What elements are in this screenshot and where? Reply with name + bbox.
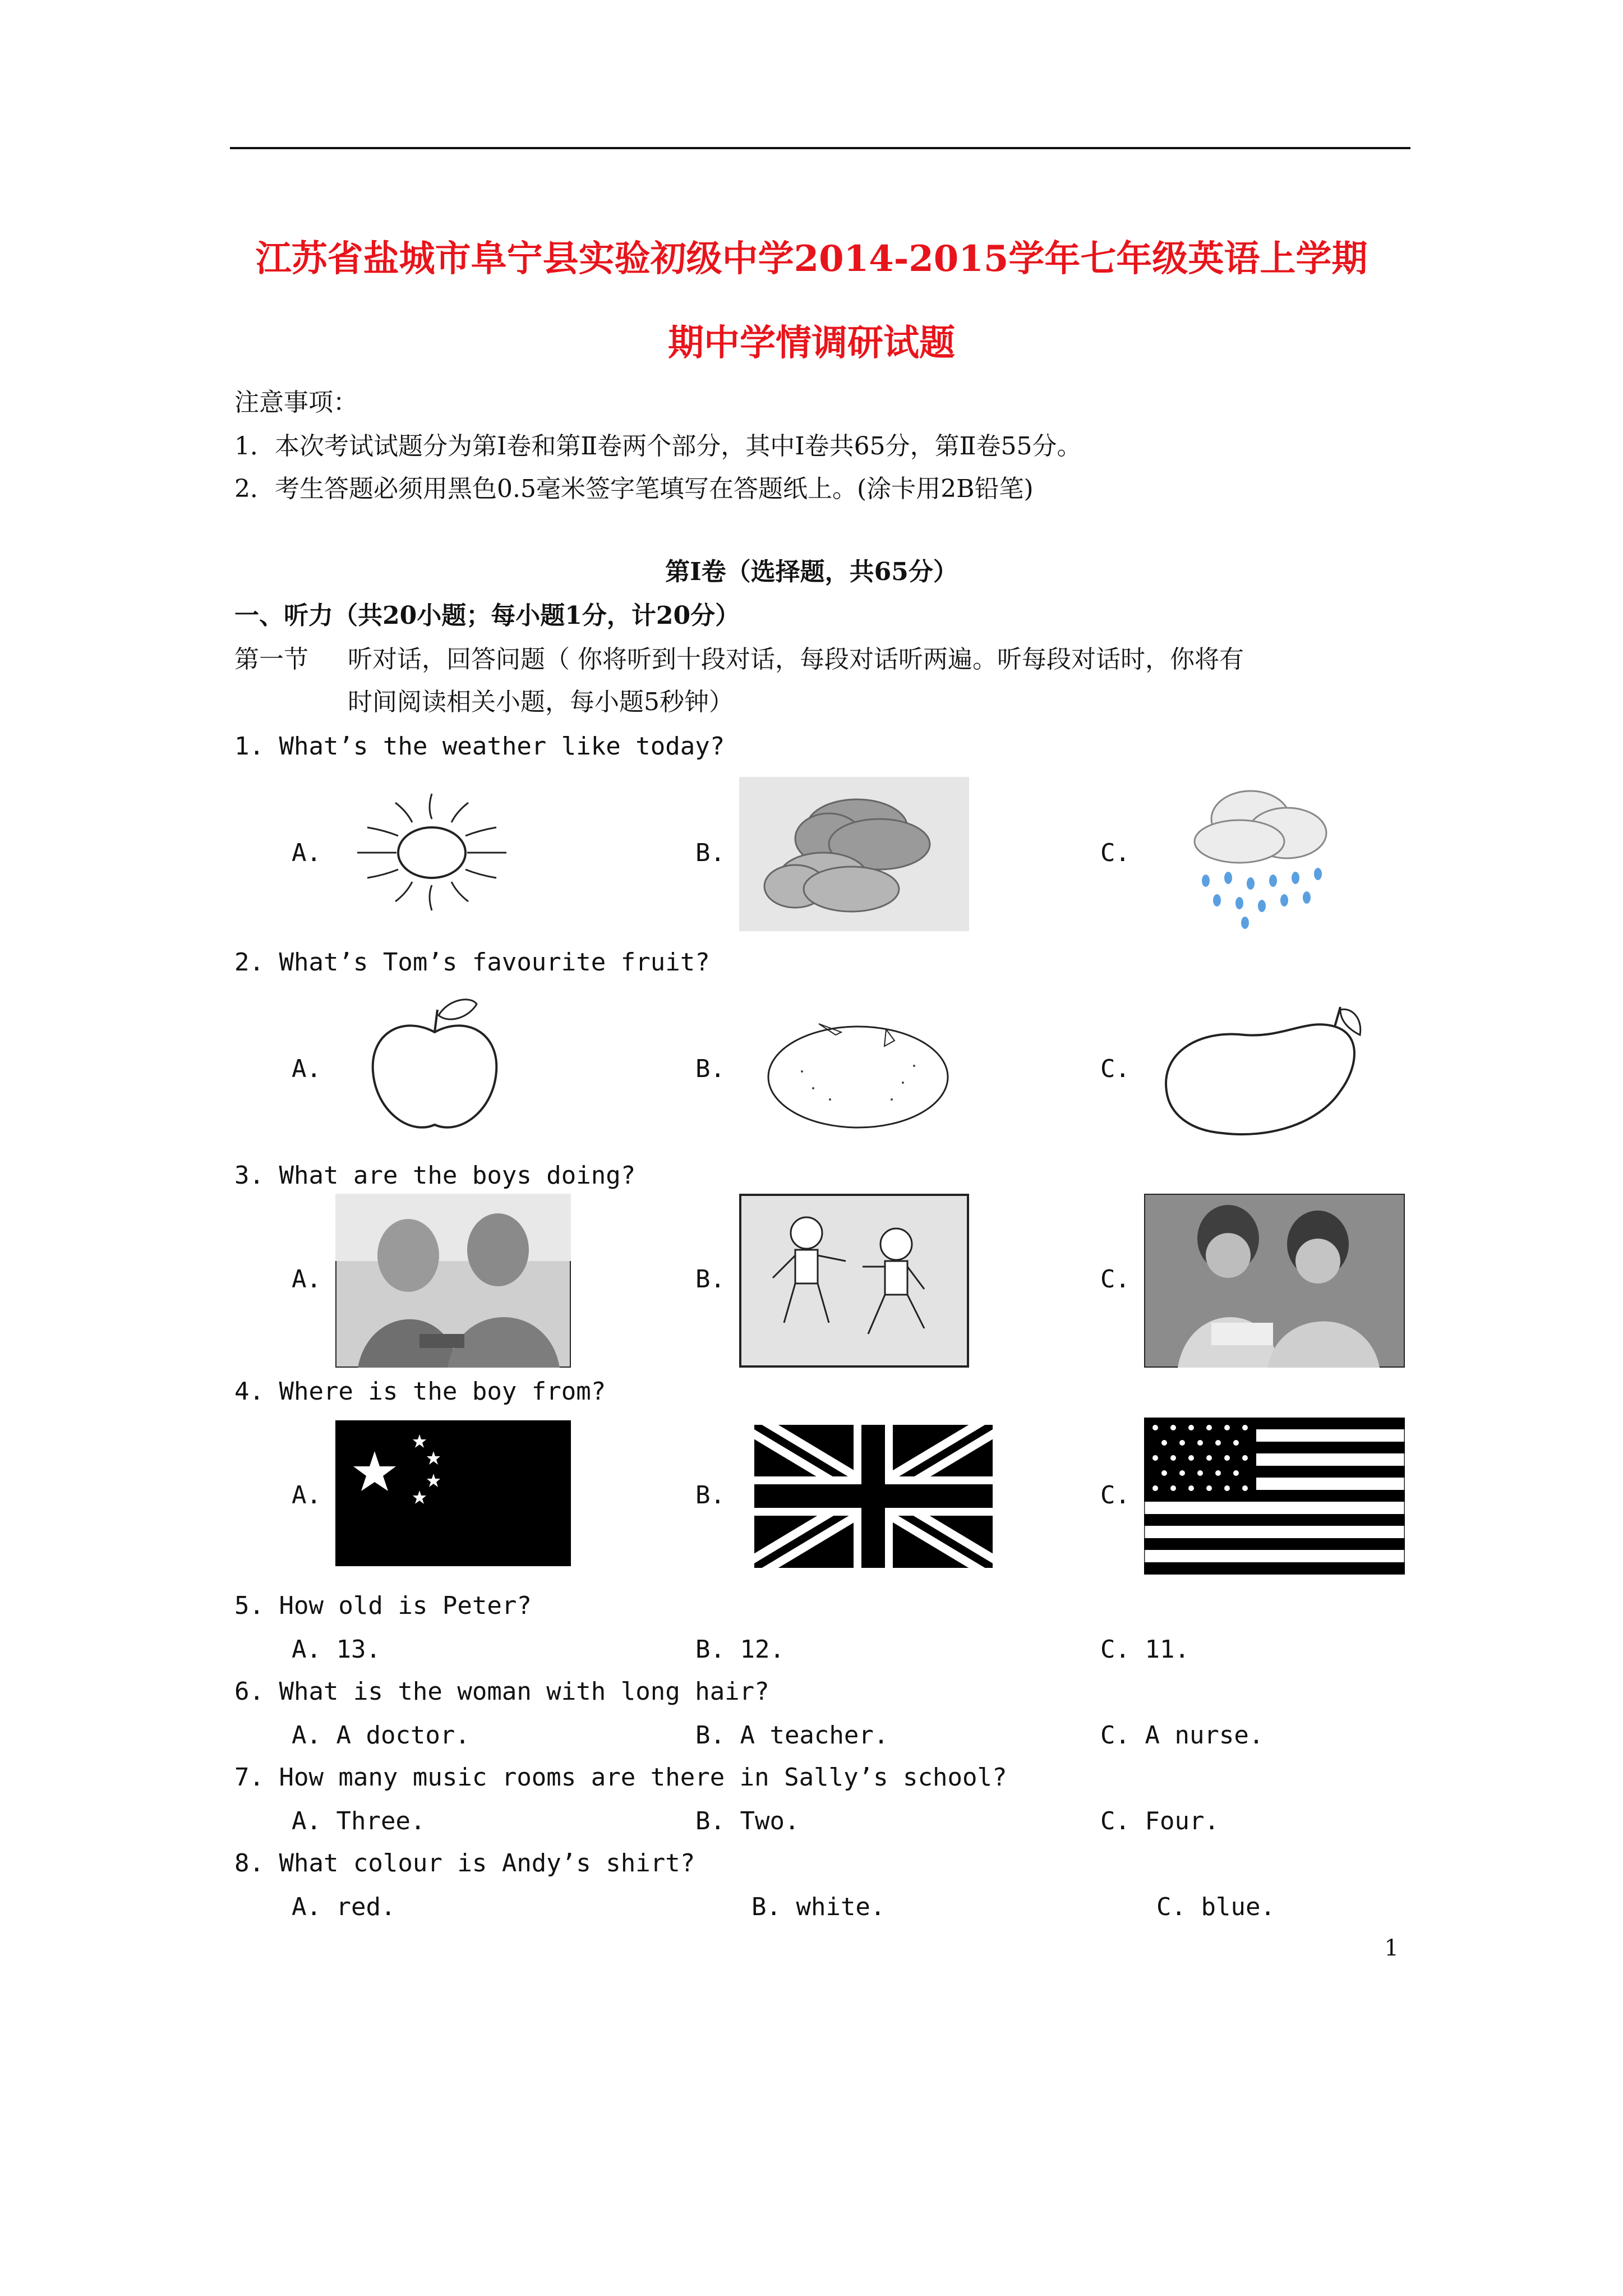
q2-option-b-label: B. <box>695 1055 725 1083</box>
q4-option-a-label: A. <box>292 1481 321 1510</box>
page-title-line2: 期中学情调研试题 <box>668 322 955 364</box>
q2-option-c-label: C. <box>1100 1055 1130 1083</box>
orange-icon <box>757 1015 959 1139</box>
q5-option-b: B. 12. <box>695 1635 785 1664</box>
question-6: 6. What is the woman with long hair? <box>234 1677 769 1706</box>
question-4: 4. Where is the boy from? <box>234 1377 606 1406</box>
page-title-line1: 江苏省盐城市阜宁县实验初级中学2014-2015学年七年级英语上学期 <box>255 238 1368 280</box>
q8-option-c: C. blue. <box>1156 1893 1275 1921</box>
part1-heading: 第Ⅰ卷（选择题，共65分） <box>665 558 958 586</box>
q3-option-c-label: C. <box>1100 1265 1130 1294</box>
sun-icon <box>339 785 524 926</box>
q4-option-c-label: C. <box>1100 1481 1130 1510</box>
question-7: 7. How many music rooms are there in Sally’s school? <box>234 1763 1007 1792</box>
rain-icon <box>1183 785 1340 931</box>
header-rule <box>230 147 1410 149</box>
q8-option-b: B. white. <box>751 1893 886 1921</box>
question-8: 8. What colour is Andy’s shirt? <box>234 1849 695 1878</box>
usa-flag-icon <box>1144 1418 1405 1575</box>
q1-option-a-label: A. <box>292 839 321 867</box>
q1-option-c-label: C. <box>1100 839 1130 867</box>
q7-option-b: B. Two. <box>695 1807 800 1835</box>
china-flag-icon <box>335 1420 571 1566</box>
notes-item-1: 1．本次考试试题分为第Ⅰ卷和第Ⅱ卷两个部分，其中Ⅰ卷共65分，第Ⅱ卷55分。 <box>234 432 1082 461</box>
page-number: 1 <box>1384 1935 1399 1961</box>
q3-option-b-label: B. <box>695 1265 725 1294</box>
q6-option-c: C. A nurse. <box>1100 1721 1264 1750</box>
notes-item-2: 2．考生答题必须用黑色0.5毫米签字笔填写在答题纸上。(涂卡用2B铅笔) <box>234 475 1034 503</box>
q5-option-a: A. 13. <box>292 1635 381 1664</box>
section1-sub-text2: 时间阅读相关小题，每小题5秒钟） <box>348 688 734 716</box>
apple-icon <box>365 993 505 1139</box>
section1-sub-text1: 听对话，回答问题（ 你将听到十段对话，每段对话听两遍。听每段对话时，你将有 <box>348 645 1244 674</box>
boys-listening-photo <box>335 1194 571 1368</box>
question-1: 1. What’s the weather like today? <box>234 732 725 761</box>
q6-option-b: B. A teacher. <box>695 1721 889 1750</box>
section1-sub-label: 第一节 <box>234 645 308 674</box>
cloudy-icon <box>739 777 969 931</box>
q7-option-c: C. Four. <box>1100 1807 1219 1835</box>
q4-option-b-label: B. <box>695 1481 725 1510</box>
uk-flag-icon <box>754 1425 993 1568</box>
q1-option-b-label: B. <box>695 839 725 867</box>
pear-icon <box>1155 996 1380 1142</box>
boys-running-icon <box>739 1194 969 1368</box>
q2-option-a-label: A. <box>292 1055 321 1083</box>
q6-option-a: A. A doctor. <box>292 1721 470 1750</box>
question-3: 3. What are the boys doing? <box>234 1161 636 1190</box>
q8-option-a: A. red. <box>292 1893 396 1921</box>
section1-heading: 一、听力（共20小题；每小题1分，计20分） <box>234 601 740 630</box>
q7-option-a: A. Three. <box>292 1807 426 1835</box>
question-2: 2. What’s Tom’s favourite fruit? <box>234 948 710 977</box>
boys-reading-photo <box>1144 1194 1405 1368</box>
notes-heading: 注意事项： <box>234 388 358 417</box>
q3-option-a-label: A. <box>292 1265 321 1294</box>
question-5: 5. How old is Peter? <box>234 1591 532 1620</box>
q5-option-c: C. 11. <box>1100 1635 1189 1664</box>
